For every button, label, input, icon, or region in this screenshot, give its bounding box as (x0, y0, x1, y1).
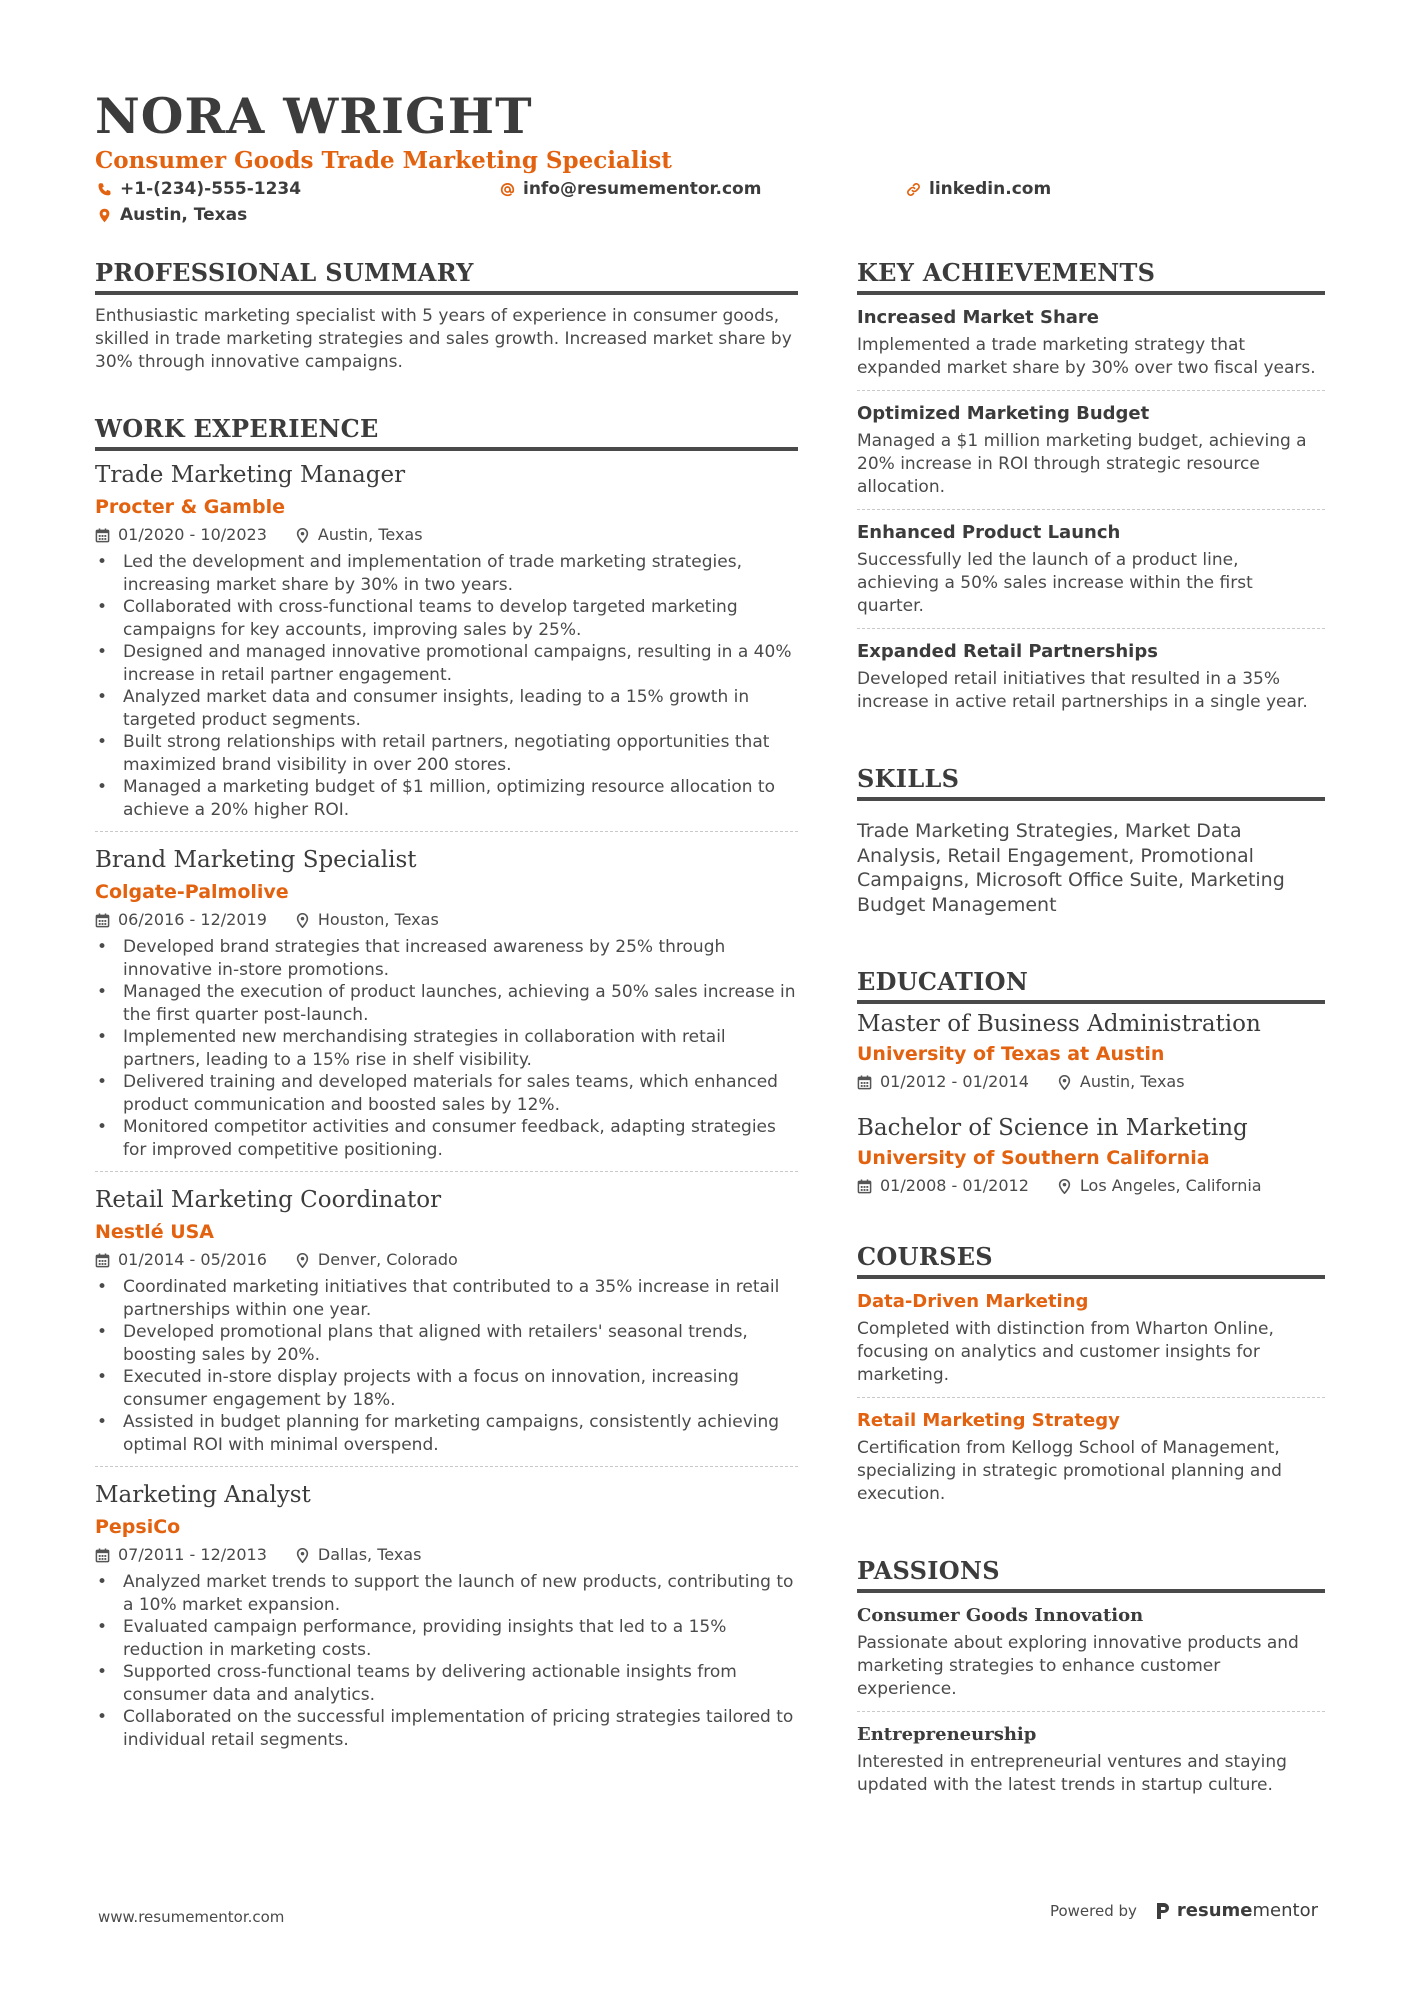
job-bullet: • Implemented new merchandising strategies in collaboration with retail partners, leading to a 15% rise in shelf visibility. (95, 1026, 798, 1071)
location-pin-icon (295, 1548, 310, 1563)
location-pin-icon (295, 1253, 310, 1268)
education-location: Los Angeles, California (1079, 1176, 1262, 1195)
job-role: Trade Marketing Manager (95, 462, 406, 488)
brand-logo[interactable] (1155, 1900, 1318, 1921)
course-item (857, 1279, 1325, 1398)
job-meta (95, 523, 798, 547)
footer-website[interactable]: www.resumementor.com (98, 1908, 285, 1926)
job-meta (95, 908, 798, 932)
job-bullet: • Analyzed market data and consumer insights, leading to a 15% growth in targeted product segments. (95, 686, 798, 731)
passion-desc: Passionate about exploring innovative products and marketing strategies to enhance customer experience. (857, 1633, 1299, 1699)
job-bullet: • Designed and managed innovative promotional campaigns, resulting in a 40% increase in retail partner engagement. (95, 641, 798, 686)
passion-item (857, 1593, 1325, 1712)
job-meta (95, 1543, 798, 1567)
achievement-title: Enhanced Product Launch (857, 522, 1121, 543)
resume-header (95, 88, 1325, 228)
phone-icon (97, 182, 112, 197)
location-pin-icon (295, 913, 310, 928)
passion-title: Entrepreneurship (857, 1724, 1037, 1745)
job-bullet: • Monitored competitor activities and consumer feedback, adapting strategies for improved competitive positioning. (95, 1116, 798, 1161)
contact-email[interactable] (500, 176, 761, 202)
education-school: University of Texas at Austin (857, 1043, 1165, 1065)
passion-desc: Interested in entrepreneurial ventures and staying updated with the latest trends in startup culture. (857, 1752, 1287, 1795)
link-icon (906, 182, 921, 197)
education-school: University of Southern California (857, 1147, 1210, 1169)
job-dates: 01/2014 - 05/2016 (118, 1250, 267, 1269)
education-dates: 01/2012 - 01/2014 (880, 1072, 1029, 1091)
job-bullet: • Supported cross-functional teams by delivering actionable insights from consumer data and analytics. (95, 1661, 798, 1706)
calendar-icon (95, 1253, 110, 1268)
phone-text: +1-(234)-555-1234 (120, 179, 302, 199)
job-location: Austin, Texas (317, 525, 423, 544)
achievement-title: Optimized Marketing Budget (857, 403, 1150, 424)
job-company: Procter & Gamble (95, 496, 285, 518)
left-column (95, 258, 798, 1761)
job-dates: 01/2020 - 10/2023 (118, 525, 267, 544)
job-bullet: • Developed promotional plans that aligned with retailers' seasonal trends, boosting sales by 20%. (95, 1321, 798, 1366)
job-role: Retail Marketing Coordinator (95, 1187, 442, 1213)
achievement-item (857, 391, 1325, 510)
job-entry (95, 1467, 798, 1761)
course-title: Retail Marketing Strategy (857, 1410, 1120, 1431)
passion-item (857, 1712, 1325, 1807)
passions-heading: PASSIONS (857, 1556, 1325, 1593)
job-bullet: • Collaborated on the successful implementation of pricing strategies tailored to individual retail segments. (95, 1706, 798, 1751)
linkedin-text[interactable]: linkedin.com (929, 179, 1052, 199)
job-bullets (95, 551, 798, 821)
education-degree: Bachelor of Science in Marketing (857, 1115, 1248, 1141)
job-bullet: • Assisted in budget planning for marketing campaigns, consistently achieving optimal ROI with minimal overspend. (95, 1411, 798, 1456)
job-bullet: • Executed in-store display projects with a focus on innovation, increasing consumer engagement by 18%. (95, 1366, 798, 1411)
job-location: Dallas, Texas (317, 1545, 422, 1564)
course-desc: Certification from Kellogg School of Management, specializing in strategic promotional planning and execution. (857, 1438, 1282, 1504)
job-bullets (95, 1571, 798, 1751)
summary-text: Enthusiastic marketing specialist with 5 years of experience in consumer goods, skilled in trade marketing strategies and sales growth. Increased market share by 30% through innovative campaigns. (95, 306, 792, 372)
achievements-list (857, 295, 1325, 724)
location-pin-icon (1057, 1075, 1072, 1090)
job-dates: 06/2016 - 12/2019 (118, 910, 267, 929)
courses-list (857, 1279, 1325, 1516)
job-bullet: • Delivered training and developed materials for sales teams, which enhanced product communication and boosted sales by 12%. (95, 1071, 798, 1116)
education-item (857, 1004, 1325, 1102)
contact-location (97, 202, 247, 228)
candidate-name: NORA WRIGHT (95, 87, 533, 145)
job-entry (95, 832, 798, 1172)
achievement-item (857, 629, 1325, 724)
job-bullet: • Collaborated with cross-functional teams to develop targeted marketing campaigns for key accounts, improving sales by 25%. (95, 596, 798, 641)
job-entry (95, 1172, 798, 1467)
calendar-icon (95, 913, 110, 928)
education-meta (857, 1070, 1325, 1094)
job-location: Houston, Texas (317, 910, 439, 929)
experience-heading: WORK EXPERIENCE (95, 414, 798, 451)
location-pin-icon (295, 528, 310, 543)
achievement-desc: Managed a $1 million marketing budget, achieving a 20% increase in ROI through strategic resource allocation. (857, 431, 1307, 497)
powered-by-label: Powered by (1049, 1901, 1137, 1920)
brand-name-bold: resume (1176, 1900, 1253, 1921)
job-bullets (95, 936, 798, 1161)
location-text: Austin, Texas (120, 205, 248, 225)
course-desc: Completed with distinction from Wharton Online, focusing on analytics and customer insights for marketing. (857, 1319, 1274, 1385)
contact-linkedin[interactable] (906, 176, 1051, 202)
location-pin-icon (1057, 1179, 1072, 1194)
at-icon (500, 182, 515, 197)
job-location: Denver, Colorado (317, 1250, 458, 1269)
candidate-title: Consumer Goods Trade Marketing Specialist (95, 147, 672, 174)
job-bullet: • Evaluated campaign performance, providing insights that led to a 15% reduction in marketing costs. (95, 1616, 798, 1661)
job-bullets (95, 1276, 798, 1456)
right-column (857, 258, 1325, 1807)
job-role: Marketing Analyst (95, 1482, 311, 1508)
education-location: Austin, Texas (1079, 1072, 1185, 1091)
course-title: Data-Driven Marketing (857, 1291, 1089, 1312)
job-company: PepsiCo (95, 1516, 181, 1538)
education-item (857, 1102, 1325, 1206)
achievements-heading: KEY ACHIEVEMENTS (857, 258, 1325, 295)
achievement-desc: Successfully led the launch of a product line, achieving a 50% sales increase within the first quarter. (857, 550, 1253, 616)
achievement-title: Expanded Retail Partnerships (857, 641, 1158, 662)
skills-heading: SKILLS (857, 764, 1325, 801)
contact-row-2 (95, 202, 1325, 228)
passion-title: Consumer Goods Innovation (857, 1605, 1144, 1626)
achievement-title: Increased Market Share (857, 307, 1099, 328)
job-dates: 07/2011 - 12/2013 (118, 1545, 267, 1564)
job-bullet: • Led the development and implementation of trade marketing strategies, increasing market share by 30% in two years. (95, 551, 798, 596)
calendar-icon (857, 1179, 872, 1194)
job-bullet: • Developed brand strategies that increased awareness by 25% through innovative in-store promotions. (95, 936, 798, 981)
courses-heading: COURSES (857, 1242, 1325, 1279)
job-bullet: • Managed the execution of product launches, achieving a 50% sales increase in the first quarter post-launch. (95, 981, 798, 1026)
education-dates: 01/2008 - 01/2012 (880, 1176, 1029, 1195)
education-meta (857, 1174, 1325, 1198)
job-company: Colgate-Palmolive (95, 881, 289, 903)
job-company: Nestlé USA (95, 1221, 215, 1243)
calendar-icon (857, 1075, 872, 1090)
education-heading: EDUCATION (857, 967, 1325, 1004)
email-text[interactable]: info@resumementor.com (523, 179, 762, 199)
job-bullet: • Coordinated marketing initiatives that contributed to a 35% increase in retail partnerships within one year. (95, 1276, 798, 1321)
brand-name-light: mentor (1252, 1900, 1318, 1921)
footer-powered-by (1050, 1900, 1318, 1921)
resumementor-logo-icon (1155, 1901, 1171, 1921)
job-bullet: • Managed a marketing budget of $1 million, optimizing resource allocation to achieve a 20% higher ROI. (95, 776, 798, 821)
achievement-desc: Developed retail initiatives that resulted in a 35% increase in active retail partnerships in a single year. (857, 669, 1308, 712)
contact-phone (97, 176, 301, 202)
calendar-icon (95, 1548, 110, 1563)
achievement-item (857, 295, 1325, 391)
job-entry (95, 451, 798, 832)
course-item (857, 1398, 1325, 1516)
summary-heading: PROFESSIONAL SUMMARY (95, 258, 798, 295)
location-pin-icon (97, 208, 112, 223)
skills-text: Trade Marketing Strategies, Market Data Analysis, Retail Engagement, Promotional Campaigns, Microsoft Office Suite, Marketing Budget Management (857, 820, 1285, 916)
passions-list (857, 1593, 1325, 1807)
achievement-item (857, 510, 1325, 629)
job-bullet: • Built strong relationships with retail partners, negotiating opportunities that maximized brand visibility in over 200 stores. (95, 731, 798, 776)
job-role: Brand Marketing Specialist (95, 847, 417, 873)
calendar-icon (95, 528, 110, 543)
achievement-desc: Implemented a trade marketing strategy that expanded market share by 30% over two fiscal years. (857, 335, 1316, 378)
contact-row (95, 176, 1325, 202)
job-bullet: • Analyzed market trends to support the launch of new products, contributing to a 10% market expansion. (95, 1571, 798, 1616)
education-degree: Master of Business Administration (857, 1011, 1261, 1037)
job-meta (95, 1248, 798, 1272)
